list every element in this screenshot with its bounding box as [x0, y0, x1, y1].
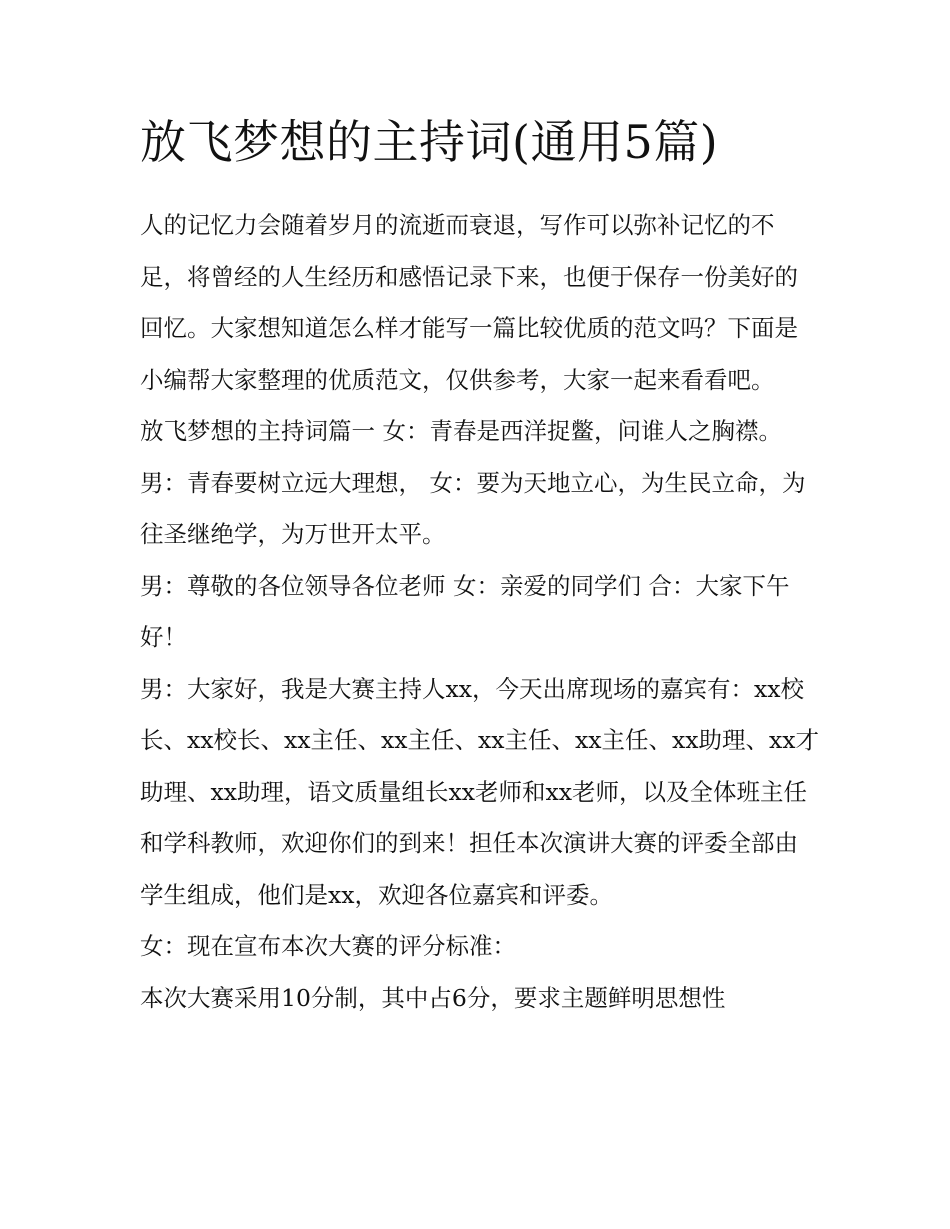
paragraph-guests: 男：大家好，我是大赛主持人xx，今天出席现场的嘉宾有：xx校长、xx校长、xx主任、xx主任、xx主任、xx主任、xx助理、xx才助理、xx助理，语文质量组长xx老师和xx老师，以及全体班主任和学科教师，欢迎你们的到来！担任本次演讲大赛的评委全部由学生组成，他们是xx，欢迎各位嘉宾和评委。: [140, 674, 820, 909]
document-title: 放飞梦想的主持词(通用5篇): [140, 115, 719, 169]
paragraph-part-one: 放飞梦想的主持词篇一 女：青春是西洋捉鳖，问谁人之胸襟。 男：青春要树立远大理想， 女：要为天地立心，为生民立命，为往圣继绝学，为万世开太平。: [140, 417, 806, 548]
paragraph-intro: 人的记忆力会随着岁月的流逝而衰退，写作可以弥补记忆的不足，将曾经的人生经历和感悟记录下来，也便于保存一份美好的回忆。大家想知道怎么样才能写一篇比较优质的范文吗？下面是小编帮大家整理的优质范文，仅供参考，大家一起来看看吧。: [140, 211, 798, 394]
paragraph-greeting: 男：尊敬的各位领导各位老师 女：亲爱的同学们 合：大家下午好！: [140, 571, 790, 651]
paragraph-scoring-announcement: 女：现在宣布本次大赛的评分标准：: [140, 932, 516, 960]
paragraph-scoring-rules: 本次大赛采用10分制，其中占6分，要求主题鲜明思想性: [140, 983, 726, 1012]
document-page: [140, 110, 820, 1024]
